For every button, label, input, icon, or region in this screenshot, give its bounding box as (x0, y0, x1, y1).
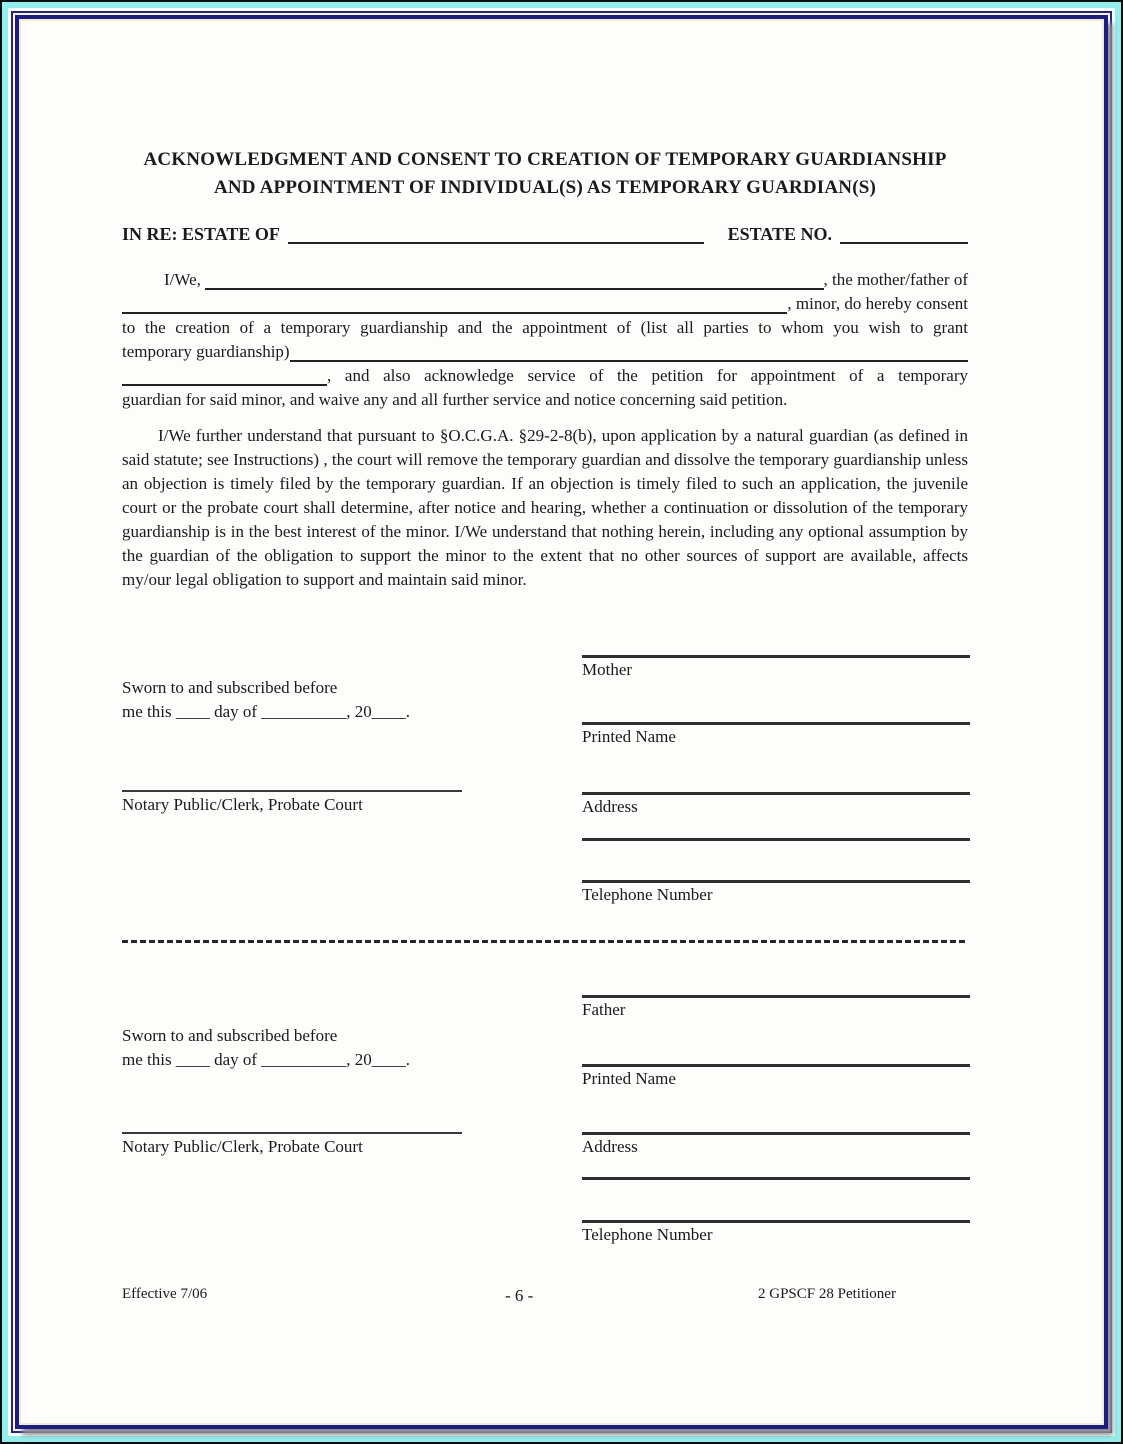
mother-signature-block (122, 648, 968, 940)
consent-l6-text: guardian for said minor, and waive any and all further service and notice concerning said petition. (122, 390, 788, 409)
form-title-line2: AND APPOINTMENT OF INDIVIDUAL(S) AS TEMPORARY GUARDIAN(S) (213, 177, 877, 198)
consent-line-4 (122, 340, 968, 364)
consent-l5-post: , and also acknowledge service of the petition for appointment of a temporary (327, 366, 968, 385)
mother-notary-signature-line (122, 790, 462, 792)
mother-address-label: Address (582, 797, 638, 816)
form-title-line1: ACKNOWLEDGMENT AND CONSENT TO CREATION OF TEMPORARY GUARDIANSHIP (143, 149, 947, 170)
father-notary-signature-line (122, 1132, 462, 1134)
consent-l1-post: , the mother/father of (823, 270, 968, 289)
guardian-parties-blank (290, 340, 968, 362)
guardian-parties-blank-2 (122, 364, 327, 386)
consent-line-5 (122, 364, 968, 388)
father-signer-label: Father (582, 1000, 626, 1019)
father-printed-name-label: Printed Name (582, 1069, 676, 1088)
father-sworn-text-line2: me this ____ day of __________, 20____. (122, 1050, 411, 1069)
consent-line-3 (122, 316, 968, 340)
page-footer (122, 1286, 968, 1310)
mother-sworn-text-line1: Sworn to and subscribed before (122, 678, 338, 697)
estate-no-label: ESTATE NO. (727, 224, 832, 244)
consent-paragraph (122, 268, 968, 412)
in-re-estate-of-label: IN RE: ESTATE OF (122, 224, 280, 244)
father-sworn-text-line1: Sworn to and subscribed before (122, 1026, 338, 1045)
form-title (122, 146, 968, 202)
footer-form-number: 2 GPSCF 28 Petitioner (758, 1286, 896, 1302)
consent-line-1 (122, 268, 968, 292)
mother-sworn-text-line2: me this ____ day of __________, 20____. (122, 702, 411, 721)
case-caption-row (122, 222, 968, 246)
mother-printed-name-label: Printed Name (582, 727, 676, 746)
dashed-section-separator (122, 940, 968, 943)
footer-page-number: - 6 - (505, 1286, 534, 1305)
father-notary-label: Notary Public/Clerk, Probate Court (122, 1137, 363, 1156)
mother-address-line-2 (582, 838, 970, 841)
father-telephone-label: Telephone Number (582, 1225, 713, 1244)
mother-signer-label: Mother (582, 660, 633, 679)
parents-name-blank (205, 268, 823, 290)
mother-telephone-label: Telephone Number (582, 885, 713, 904)
father-address-line-2 (582, 1177, 970, 1180)
estate-no-blank (840, 222, 968, 244)
consent-l1-pre: I/We, (164, 270, 206, 289)
consent-l4-pre: temporary guardianship) (122, 342, 290, 361)
mother-notary-label: Notary Public/Clerk, Probate Court (122, 795, 363, 814)
consent-line-6 (122, 388, 968, 412)
statute-paragraph: I/We further understand that pursuant to §O.C.G.A. §29-2-8(b), upon application by a natural guardian (as defined in said statute; see Instructions) , the court will remove the temporary guardian and dissolve the temporary guardianship unless an objection is timely filed by the temporary guardian. If an objection is timely filed to such an application, the juvenile court or the probate court shall determine, after notice and hearing, whether a continuation or dissolution of the temporary guardianship is in the best interest of the minor. I/We understand that nothing herein, including any optional assumption by the guardian of the obligation to support the minor to the extent that no other sources of support are available, affects my/our legal obligation to support and maintain said minor. (122, 426, 968, 589)
father-signature-block (122, 988, 968, 1280)
estate-of-blank (288, 222, 704, 244)
consent-l2-post: , minor, do hereby consent (787, 294, 968, 313)
footer-effective-date: Effective 7/06 (122, 1286, 208, 1302)
minor-name-blank (122, 292, 787, 314)
consent-l3-text: to the creation of a temporary guardianship and the appointment of (list all parties to whom you wish to grant (122, 318, 968, 337)
consent-line-2 (122, 292, 968, 316)
father-address-label: Address (582, 1137, 638, 1156)
